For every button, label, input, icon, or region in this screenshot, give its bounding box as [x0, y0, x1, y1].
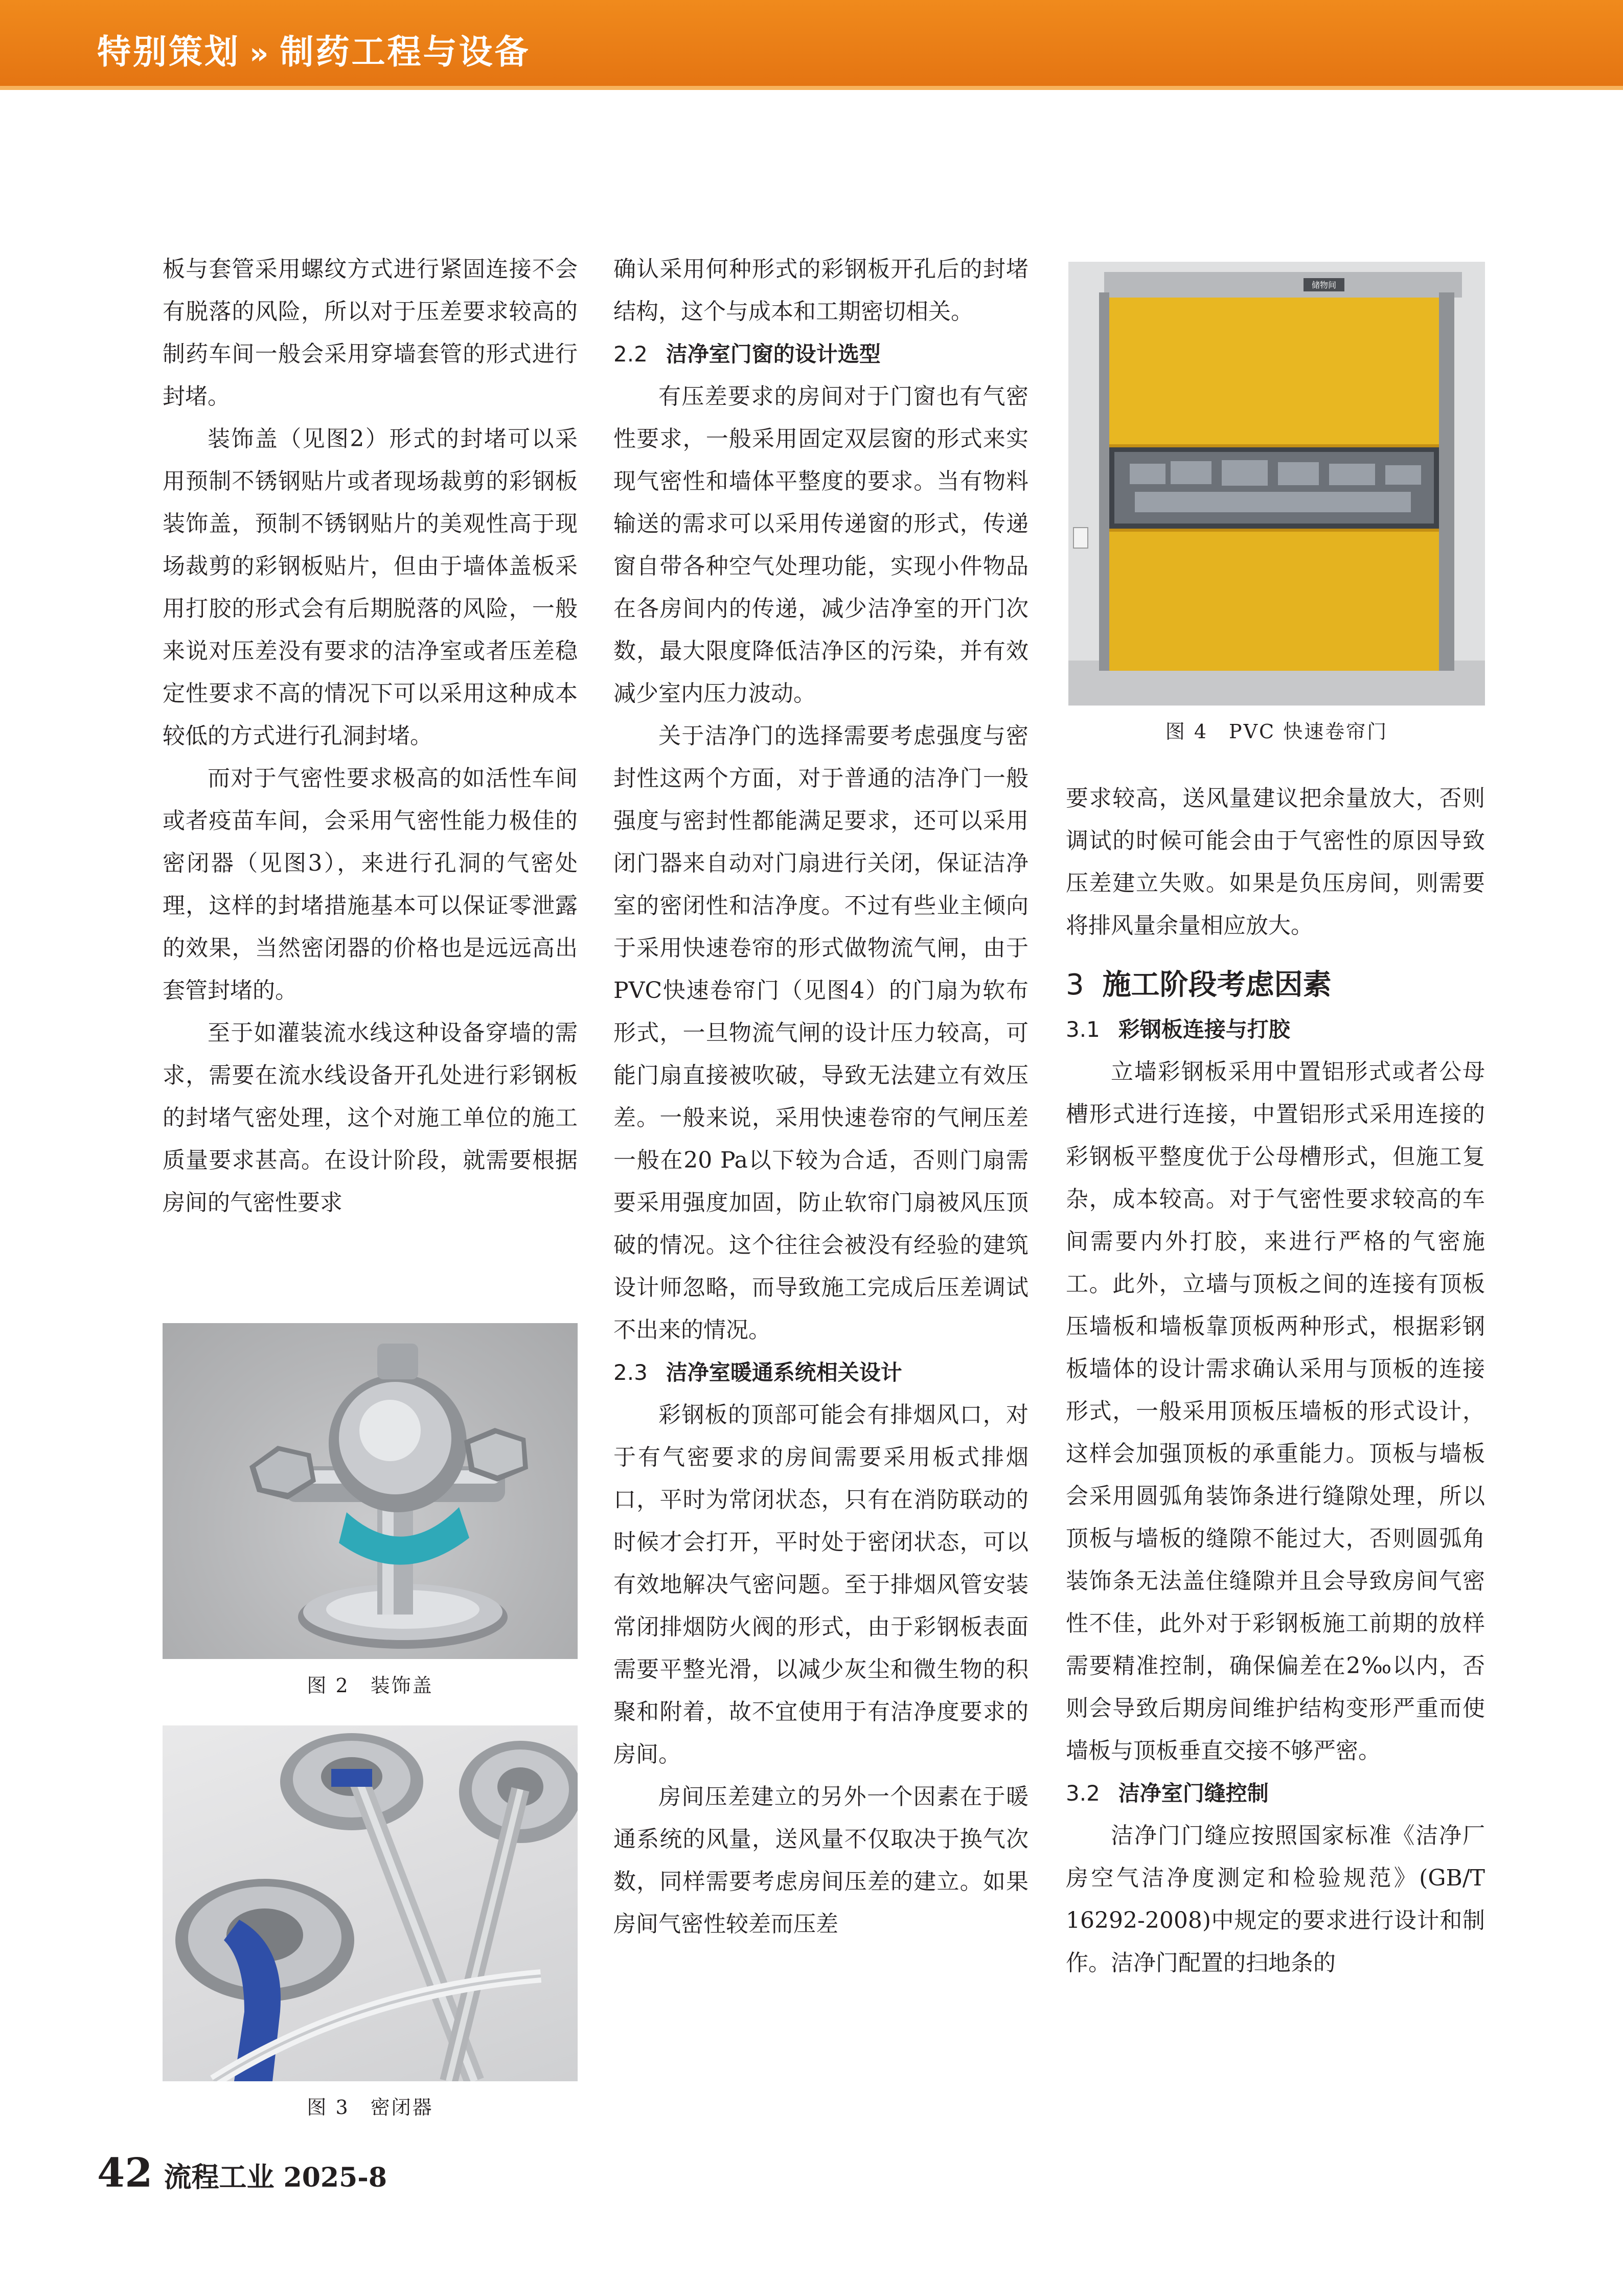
heading-number: 3.1 [1066, 1017, 1100, 1042]
heading-3-1 [1066, 1008, 1485, 1051]
heading-text: 施工阶段考虑因素 [1102, 968, 1332, 1002]
heading-number: 2.3 [613, 1360, 648, 1385]
paragraph: 而对于气密性要求极高的如活性车间或者疫苗车间，会采用气密性能力极佳的密闭器（见图3），来进行孔洞的气密处理，这样的封堵措施基本可以保证零泄露的效果，当然密闭器的价格也是远远高出套管封堵的。 [163, 765, 578, 1004]
section-title [97, 25, 530, 73]
roll-door-illustration [1068, 262, 1485, 706]
heading-2-2 [613, 333, 1028, 375]
figure-2-photo [163, 1323, 578, 1659]
paragraph: 至于如灌装流水线这种设备穿墙的需求，需要在流水线设备开孔处进行彩钢板的封堵气密处理，这个对施工单位的施工质量要求甚高。在设计阶段，就需要根据房间的气密性要求 [163, 1020, 578, 1216]
figure-4-photo [1068, 262, 1485, 706]
heading-3-2 [1066, 1772, 1485, 1814]
figure-4-caption: 图 4 PVC 快速卷帘门 [1165, 720, 1388, 743]
heading-number: 3.2 [1066, 1781, 1100, 1806]
figure-2-caption: 图 2 装饰盖 [307, 1674, 433, 1697]
heading-text: 洁净室暖通系统相关设计 [666, 1360, 902, 1385]
heading-text: 洁净室门缝控制 [1118, 1781, 1269, 1806]
paragraph: 板与套管采用螺纹方式进行紧固连接不会有脱落的风险，所以对于压差要求较高的制药车间一般会采用穿墙套管的形式进行封堵。 [163, 256, 578, 410]
figure-3-photo [163, 1725, 578, 2081]
column-3 [1066, 777, 1485, 1984]
paragraph: 立墙彩钢板采用中置铝形式或者公母槽形式进行连接，中置铝形式采用连接的彩钢板平整度优于公母槽形式，但施工复杂，成本较高。对于气密性要求较高的车间需要内外打胶，来进行严格的气密施工。此外，立墙与顶板之间的连接有顶板压墙板和墙板靠顶板两种形式，根据彩钢板墙体的设计需求确认采用与顶板的连接形式，一般采用顶板压墙板的形式设计，这样会加强顶板的承重能力。顶板与墙板会采用圆弧角装饰条进行缝隙处理，所以顶板与墙板的缝隙不能过大，否则圆弧角装饰条无法盖住缝隙并且会导致房间气密性不佳，此外对于彩钢板施工前期的放样需要精准控制，确保偏差在2‰以内，否则会导致后期房间维护结构变形严重而使墙板与顶板垂直交接不够严密。 [1066, 1059, 1485, 1764]
heading-number: 2.2 [613, 342, 648, 367]
heading-2-3 [613, 1351, 1028, 1394]
page-number: 42 [97, 2150, 153, 2196]
header-underline [0, 86, 1623, 90]
paragraph: 要求较高，送风量建议把余量放大，否则调试的时候可能会由于气密性的原因导致压差建立失败。如果是负压房间，则需要将排风量余量相应放大。 [1066, 785, 1485, 939]
issue-number: 2025-8 [283, 2162, 387, 2193]
heading-number: 3 [1066, 968, 1084, 1002]
paragraph: 房间压差建立的另外一个因素在于暖通系统的风量，送风量不仅取决于换气次数，同样需要考虑房间压差的建立。如果房间气密性较差而压差 [613, 1784, 1028, 1937]
section-label: 特别策划 [97, 32, 240, 72]
topic-label: 制药工程与设备 [280, 32, 531, 72]
heading-text: 彩钢板连接与打胶 [1118, 1017, 1290, 1042]
paragraph: 关于洁净门的选择需要考虑强度与密封性这两个方面，对于普通的洁净门一般强度与密封性都能满足要求，还可以采用闭门器来自动对门扇进行关闭，保证洁净室的密闭性和洁净度。不过有些业主倾向于采用快速卷帘的形式做物流气闸，由于PVC快速卷帘门（见图4）的门扇为软布形式，一旦物流气闸的设计压力较高，可能门扇直接被吹破，导致无法建立有效压差。一般来说，采用快速卷帘的气闸压差一般在20 Pa以下较为合适，否则门扇需要采用强度加固，防止软帘门扇被风压顶破的情况。这个往往会被没有经验的建筑设计师忽略，而导致施工完成后压差调试不出来的情况。 [613, 723, 1028, 1343]
page-footer [97, 2150, 387, 2196]
pipe-clamp-illustration [163, 1323, 578, 1659]
sealing-device-illustration [163, 1725, 578, 2081]
column-1 [163, 248, 578, 1224]
paragraph: 装饰盖（见图2）形式的封堵可以采用预制不锈钢贴片或者现场裁剪的彩钢板装饰盖，预制不锈钢贴片的美观性高于现场裁剪的彩钢板贴片，但由于墙体盖板采用打胶的形式会有后期脱落的风险，一般来说对压差没有要求的洁净室或者压差稳定性要求不高的情况下可以采用这种成本较低的方式进行孔洞封堵。 [163, 426, 578, 749]
heading-text: 洁净室门窗的设计选型 [666, 342, 881, 367]
paragraph: 彩钢板的顶部可能会有排烟风口，对于有气密要求的房间需要采用板式排烟口，平时为常闭状态，只有在消防联动的时候才会打开，平时处于密闭状态，可以有效地解决气密问题。至于排烟风管安装常闭排烟防火阀的形式，由于彩钢板表面需要平整光滑，以减少灰尘和微生物的积聚和附着，故不宜使用于有洁净度要求的房间。 [613, 1402, 1028, 1767]
paragraph: 有压差要求的房间对于门窗也有气密性要求，一般采用固定双层窗的形式来实现气密性和墙体平整度的要求。当有物料输送的需求可以采用传递窗的形式，传递窗自带各种空气处理功能，实现小件物品在各房间内的传递，减少洁净室的开门次数，最大限度降低洁净区的污染，并有效减少室内压力波动。 [613, 383, 1028, 707]
figure-3-caption: 图 3 密闭器 [307, 2096, 433, 2119]
heading-3 [1066, 962, 1485, 1008]
paragraph: 确认采用何种形式的彩钢板开孔后的封堵结构，这个与成本和工期密切相关。 [613, 256, 1028, 325]
magazine-name: 流程工业 [164, 2161, 275, 2193]
column-2 [613, 248, 1028, 1945]
door-sign: 储物间 [1311, 280, 1337, 290]
separator-icon: » [249, 36, 271, 71]
paragraph: 洁净门门缝应按照国家标准《洁净厂房空气洁净度测定和检验规范》(GB/T 16292-2008)中规定的要求进行设计和制作。洁净门配置的扫地条的 [1066, 1823, 1485, 1976]
header-bar [0, 0, 1623, 88]
